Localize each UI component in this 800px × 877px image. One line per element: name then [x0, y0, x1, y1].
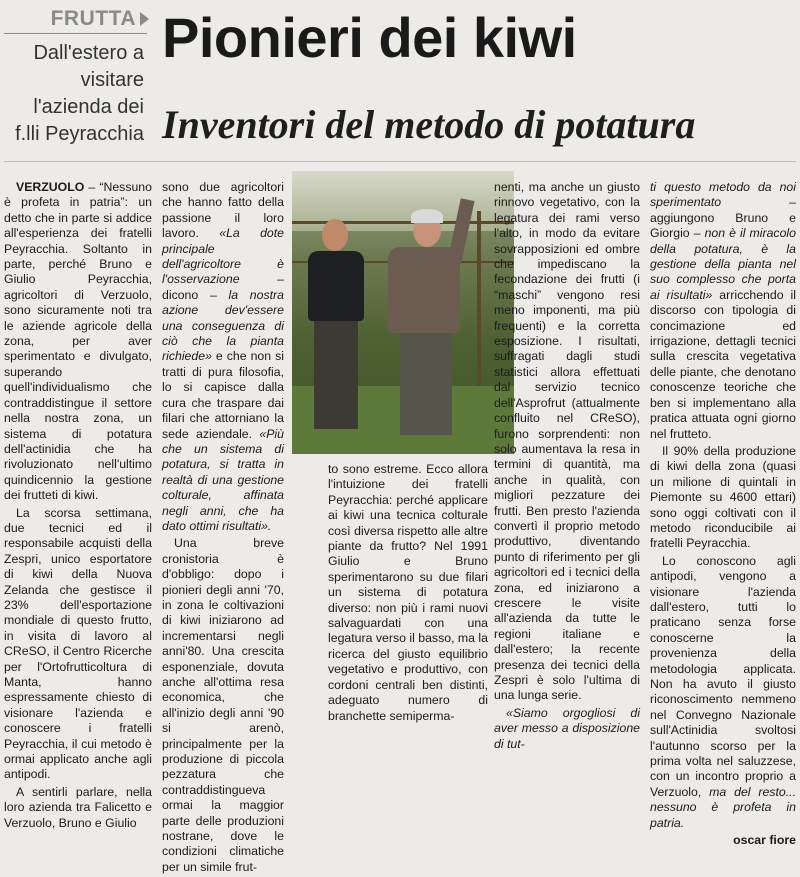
dateline: VERZUOLO	[16, 180, 85, 194]
quote: la nostra azione dev'essere una conseguenza di ciò che la pianta richiede»	[162, 287, 284, 364]
column-3	[328, 462, 488, 726]
paragraph-text: e che non si tratti di pura filosofia, lo si capisce dalla cura che traspare dai filari che attorniano la sede aziendale.	[162, 349, 284, 441]
kicker-line: Dall'estero a	[33, 42, 144, 64]
quote: «Siamo orgogliosi di aver messo a disposizione di tut-	[494, 705, 640, 751]
section-label: FRUTTA	[50, 7, 136, 30]
column-4	[494, 180, 640, 754]
photo-person-right	[400, 331, 452, 435]
photo-person-left	[322, 219, 348, 251]
quote: ma del resto... nessuno è profeta in patria.	[650, 784, 796, 830]
paragraph-text: – dicono –	[162, 272, 284, 302]
subhead: Inventori del metodo di potatura	[162, 102, 696, 147]
triangle-right-icon	[140, 12, 149, 26]
kicker	[4, 40, 144, 148]
quote: non è il miracolo della potatura, è la gestione della pianta nel suo complesso che porta ai risultati»	[650, 226, 796, 302]
photo-farmers-in-orchard	[292, 171, 514, 454]
paragraph: to sono estreme. Ecco allora l'intuizione dei fratelli Peyracchia: perché applicare ai kiwi una tecnica colturale così diversa rispetto alle altre piante da frutto? Nel 1991 Giulio e Bruno sperimentarono su due filari un sistema di potatura diverso: non più i rami nuovi salvaguardati con una legatura verso il basso, ma la ricerca del giusto equilibrio vegetativo e produttivo, con cordoni centrali ben distinti, adeguato numero di branchette semiperma-	[328, 462, 488, 723]
quote: ti questo metodo da noi sperimentato	[650, 180, 796, 210]
paragraph-text: – “Nessuno è profeta in patria”: un detto che in parte si addice all'esperienza dei fratelli Peyracchia. Soltanto in parte, perché Bruno e Giulio Peyracchia, agricoltori di Verzuolo, sono sicuramente noti tra le aziende agricole della zona, per aver sperimentato e divulgato, superando quell'individualismo che contraddistingue il settore nella nostra zona, un sistema di potatura dell'actinidia che ha rivoluzionato nell'ultimo quindicennio la gestione dei frutteti di kiwi.	[4, 180, 152, 503]
column-2	[162, 180, 284, 877]
author-signature: oscar fiore	[733, 833, 796, 848]
quote: «Più che un sistema di potatura, si tratta in realtà di una gestione colturale, affinata negli anni, che ha dato ottimi risultati».	[162, 426, 284, 533]
column-1	[4, 180, 152, 833]
section-rule	[4, 33, 147, 34]
paragraph	[4, 180, 152, 504]
section-tag	[6, 6, 149, 32]
header-divider	[4, 161, 796, 162]
kicker-line: l'azienda dei	[33, 96, 144, 118]
paragraph: Il 90% della produzione di kiwi della zona (quasi un milione di quintali in Piemonte su 4600 ettari) sono oggi coltivati con il metodo riconducibile ai fratelli Peyracchia.	[650, 443, 796, 551]
photo-post	[477, 211, 481, 391]
paragraph: A sentirli parlare, nella loro azienda tra Falicetto e Verzuolo, Bruno e Giulio	[4, 784, 152, 830]
paragraph: Una breve cronistoria è d'obbligo: dopo i pionieri degli anni '70, in zona le coltivazioni di kiwi iniziarono ad incrementarsi negli anni'80. Una crescita esponenziale, dovuta anche all'ottima resa economica, che all'inizio degli anni '90 si arenò, principalmente per la produzione di piccola pezzatura che contraddistingueva ormai la maggior parte delle produzioni nostrane, dove le condizioni climatiche per un simile frut-	[162, 536, 284, 874]
headline: Pionieri dei kiwi	[162, 6, 577, 69]
paragraph	[650, 180, 796, 442]
photo-person-right	[388, 247, 460, 333]
paragraph-text: Lo conoscono agli antipodi, vengono a visionare l'azienda dall'estero, tutti lo praticano senza forse conoscerne la provenienza della metodologia applicata. Non ha avuto il giusto riconoscimento nemmeno nel Convegno Nazionale sull'Actinidia svoltosi l'autunno scorso per la prima volta nel saluzzese, con un incontro proprio a Verzuolo,	[650, 553, 796, 799]
photo-person-right	[411, 209, 443, 223]
paragraph: La scorsa settimana, due tecnici ed il responsabile acquisti della Zespri, unico esportatore di kiwi della Nuova Zelanda che gestisce il 23% dell'esportazione mondiale di questo frutto, in visita di lavoro al CReSO, il Centro Ricerche per l'Ortofrutticoltura di Manta, hanno espressamente chiesto di visionare l'azienda e conoscere i fratelli Peyracchia, il cui metodo è ormai applicato anche agli antipodi.	[4, 505, 152, 782]
paragraph-text: – aggiungono Bruno e Giorgio –	[650, 195, 796, 241]
paragraph: nenti, ma anche un giusto rinnovo vegetativo, con la legatura dei rami verso l'alto, in modo da evitare sovrapposizioni ed ombre che impediscano la fecondazione dei frutti (i “maschi” vengono resi meno imponenti, ma più frequenti) e la corretta esposizione. I risultati, suffragati dagli studi statistici allora effettuati dal servizio tecnico dell'Asprofrut (attualmente confluito nel CReSO), furono sorprendenti: non solo aumentava la resa in termini di quantità, ma anche in qualità, con migliori pezzature dei frutti. Ben presto l'azienda convertì il proprio metodo produttivo, diventando punto di riferimento per gli agricoltori ed i tecnici della zona, ed iniziarono a crescere le visite all'azienda da tutte le regioni italiane e dall'estero; la recente presenza dei tecnici della Zespri è solo l'ultima di una lunga serie.	[494, 180, 640, 703]
quote: «La dote principale dell'agricoltore è l'osservazione	[162, 226, 284, 287]
photo-person-left	[308, 251, 364, 321]
kicker-line: visitare	[80, 69, 144, 91]
paragraph-text: arricchendo il discorso con tipologia di concimazione ed irrigazione, dettagli tecnici sulla crescita vegetativa delle piante, che denotano conoscenze teoriche che ben si implementano alla pratica attuata ogni giorno nel frutteto.	[650, 287, 796, 441]
paragraph-text: sono due agricoltori che hanno fatto della passione il loro lavoro.	[162, 180, 284, 241]
column-5	[650, 180, 796, 848]
paragraph	[162, 180, 284, 534]
paragraph	[650, 554, 796, 831]
kicker-line: f.lli Peyracchia	[15, 123, 144, 145]
photo-person-left	[314, 319, 358, 429]
